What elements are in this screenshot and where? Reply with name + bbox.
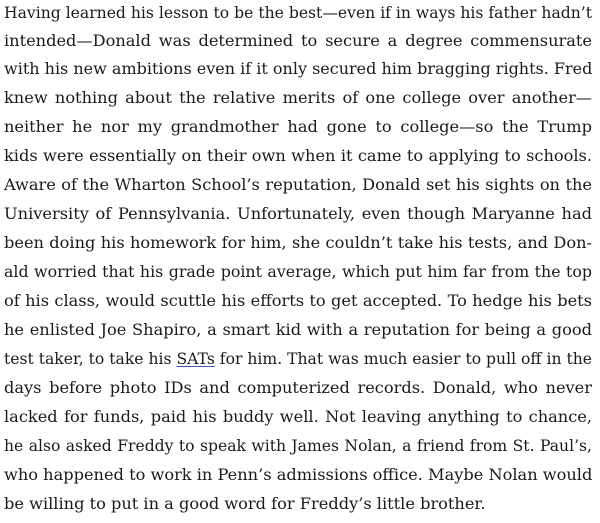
text-line: Having learned his lesson to be the best—even if in ways his father hadn’t — [4, 4, 592, 22]
text-line: University of Pennsylvania. Unfortunately, even though Maryanne had — [4, 204, 592, 223]
sats-link[interactable]: SATs — [176, 350, 215, 368]
text-line: be willing to put in a good word for Freddy’s little brother. — [4, 494, 486, 513]
text-line: Aware of the Wharton School’s reputation, Donald set his sights on the — [4, 175, 592, 194]
text-line: lacked for funds, paid his buddy well. Not leaving anything to chance, — [4, 407, 592, 426]
text-line: who happened to work in Penn’s admissions office. Maybe Nolan would — [4, 465, 592, 484]
text-line: days before photo IDs and computerized records. Donald, who never — [4, 378, 592, 397]
text-line: he also asked Freddy to speak with James Nolan, a friend from St. Paul’s, — [4, 437, 592, 455]
text-segment: test taker, to take his — [4, 350, 177, 368]
text-line: kids were essentially on their own when it came to applying to schools. — [4, 146, 592, 165]
text-line: he enlisted Joe Shapiro, a smart kid with a reputation for being a good — [4, 320, 592, 339]
text-line: been doing his homework for him, she couldn’t take his tests, and Don- — [4, 233, 592, 252]
text-line: with his new ambitions even if it only secured him bragging rights. Fred — [4, 59, 592, 78]
text-line — [4, 346, 592, 372]
text-line: neither he nor my grandmother had gone to college—so the Trump — [4, 117, 592, 136]
text-line: intended—Donald was determined to secure a degree commensurate — [4, 31, 592, 50]
text-line: of his class, would scuttle his efforts to get accepted. To hedge his bets — [4, 291, 592, 310]
text-segment: for him. That was much easier to pull off in the — [214, 350, 592, 368]
text-line: ald worried that his grade point average, which put him far from the top — [4, 262, 592, 281]
text-line: knew nothing about the relative merits of one college over another— — [4, 88, 592, 107]
